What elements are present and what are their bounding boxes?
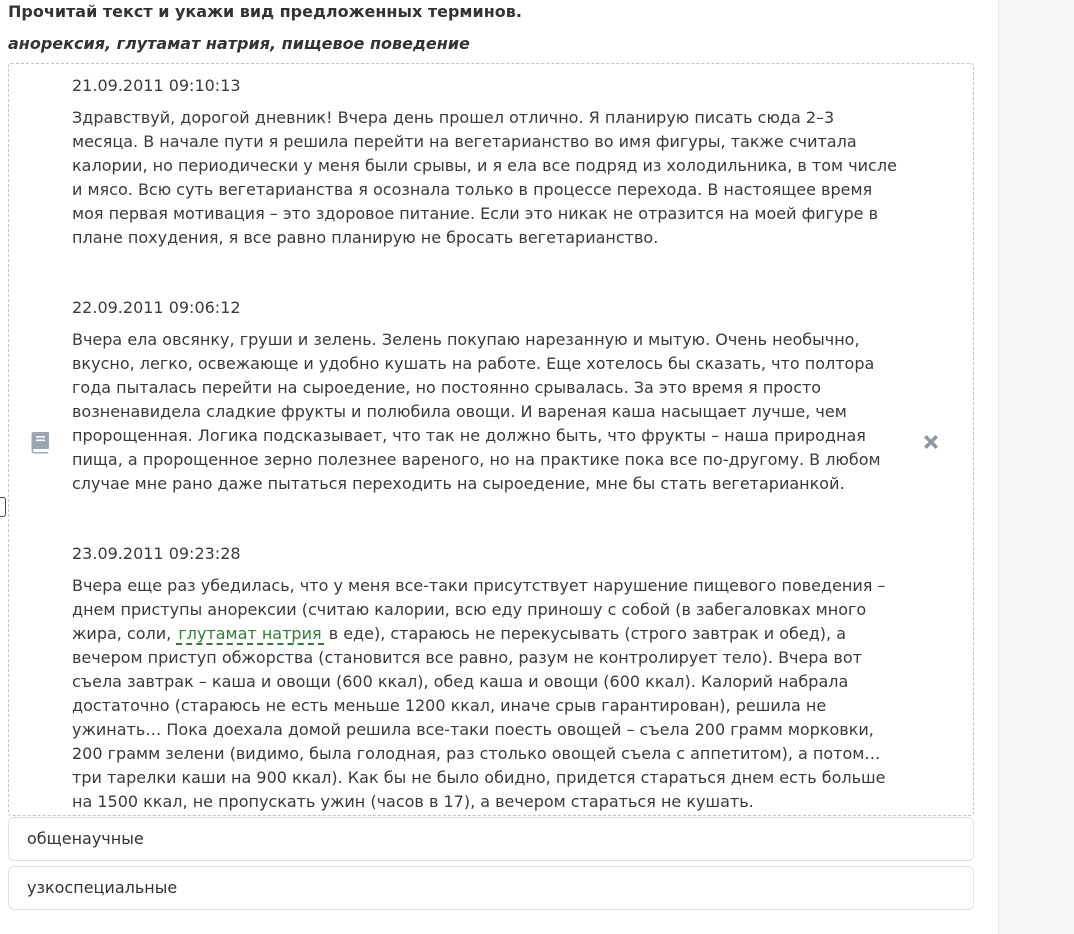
entry-text-after: в еде), стараюсь не перекусывать (строго завтрак и обед), а вечером приступ обжорства (становится все равно, разум не контролирует тело). Вчера вот съела завтрак – каша и овощи (600 ккал), обед каша и овощи (600 ккал). Калорий набрала достаточно (стараюсь не есть меньше 1200 ккал, иначе срыв гарантирован), решила не ужинать… Пока доехала домой решила все-таки поесть овощей – съела 200 грамм морковки, 200 грамм зелени (видимо, была голодная, раз столько овощей съела с аппетитом), а потом… три тарелки каши на 900 ккал). Как бы не было обидно, придется стараться днем есть больше на 1500 ккал, не пропускать ужин (часов в 17), а вечером стараться не кушать. xyxy=(72,624,886,811)
diary-entry xyxy=(72,542,900,814)
answer-option-specialized[interactable]: узкоспециальные xyxy=(8,866,974,910)
diary-entry xyxy=(72,296,900,496)
entry-text: Вчера ела овсянку, груши и зелень. Зелень покупаю нарезанную и мытую. Очень необычно, вкусно, легко, освежающе и удобно кушать на работе. Еще хотелось бы сказать, что полтора года пыталась перейти на сыроедение, но постоянно срывалась. За это время я просто возненавидела сладкие фрукты и полюбила овощи. И вареная каша насыщает лучше, чем пророщенная. Логика подсказывает, что так не должно быть, что фрукты – наша природная пища, а пророщенное зерно полезнее вареного, но на практике пока все по-другому. В любом случае мне рано даже пытаться переходить на сыроедение, мне бы стать вегетарианкой. xyxy=(72,330,881,493)
diary-entry xyxy=(72,74,900,250)
close-icon[interactable] xyxy=(920,431,942,453)
diary-entries xyxy=(72,74,900,814)
term-highlight[interactable]: глутамат натрия xyxy=(178,624,322,643)
entry-date: 22.09.2011 09:06:12 xyxy=(72,298,241,317)
question-title: Прочитай текст и укажи вид предложенных терминов. xyxy=(8,2,522,21)
entry-text: Здравствуй, дорогой дневник! Вчера день прошел отлично. Я планирую писать сюда 2–3 месяца. В начале пути я решила перейти на вегетарианство во имя фигуры, также считала калории, но периодически у меня были срывы, и я ела все подряд из холодильника, в том числе и мясо. Всю суть вегетарианства я осознала только в процессе перехода. В настоящее время моя первая мотивация – это здоровое питание. Если это никак не отразится на моей фигуре в плане похудения, я все равно планирую не бросать вегетарианство. xyxy=(72,108,897,247)
terms-list: анорексия, глутамат натрия, пищевое поведение xyxy=(8,34,470,53)
answer-option-general-scientific[interactable]: общенаучные xyxy=(8,817,974,861)
entry-text xyxy=(72,574,900,814)
entry-date: 23.09.2011 09:23:28 xyxy=(72,544,241,563)
drag-handle[interactable] xyxy=(0,497,6,517)
entry-date: 21.09.2011 09:10:13 xyxy=(72,76,241,95)
right-sidebar-strip xyxy=(998,0,1074,934)
book-icon[interactable] xyxy=(27,429,53,455)
entry-text-before: Вчера еще раз убедилась, что у меня все-таки присутствует нарушение пищевого поведения – днем приступы анорексии (считаю калории, всю еду приношу с собой (в забегаловках много жира, соли, xyxy=(72,576,886,643)
text-panel xyxy=(8,63,974,816)
